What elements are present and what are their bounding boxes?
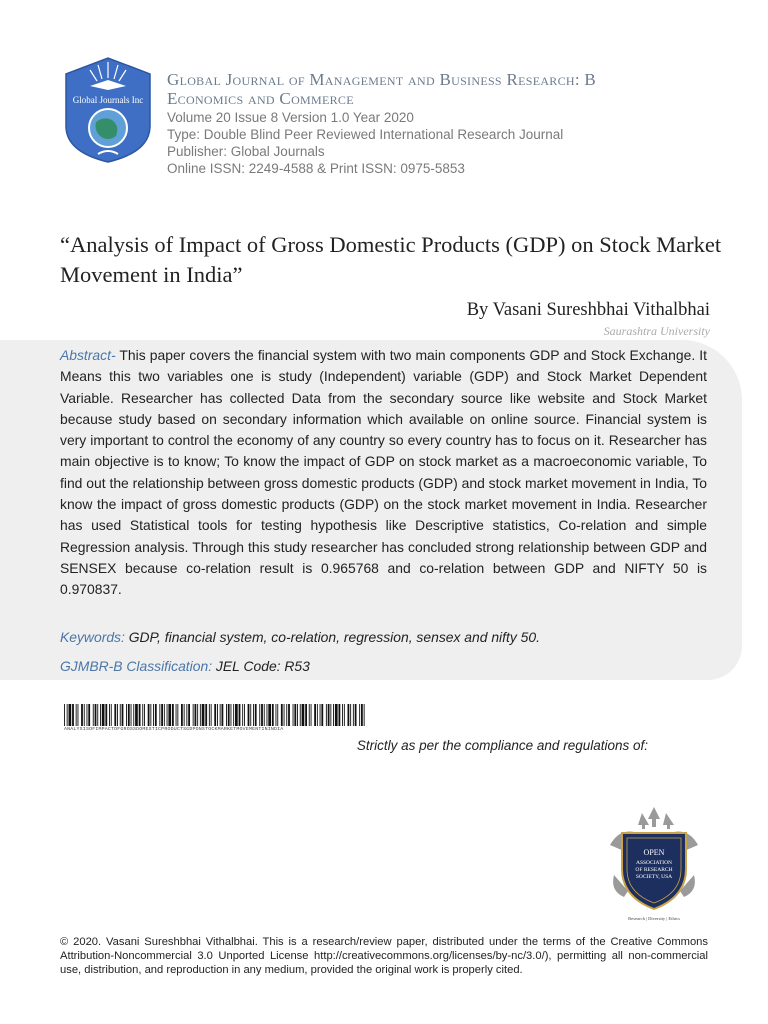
keywords [60, 627, 710, 647]
compliance-text: Strictly as per the compliance and regulations of: [356, 738, 648, 753]
keywords-label: Keywords: [60, 629, 125, 645]
journal-volume: Volume 20 Issue 8 Version 1.0 Year 2020 [167, 110, 414, 125]
logo-text: Global Journals Inc [72, 95, 144, 105]
copyright-notice: © 2020. Vasani Sureshbhai Vithalbhai. This is a research/review paper, distributed under the terms of the Creative Commons Attribution-Noncommercial 3.0 Unported License http://creativecommons.org/licenses/by-nc/3.0/), permitting all non-commercial use, distribution, and reproduction in any medium, provided the original work is properly cited. [60, 936, 708, 976]
journal-publisher: Publisher: Global Journals [167, 144, 325, 159]
author-affiliation: Saurashtra University [603, 324, 710, 338]
abstract-label: Abstract- [60, 347, 116, 363]
journal-title [167, 70, 747, 108]
research-society-crest [608, 805, 700, 923]
journal-title-line2: Economics and Commerce [167, 89, 354, 108]
crest-motto: Research | Diversity | Ethics [628, 916, 680, 921]
abstract [60, 345, 707, 601]
classification-value: JEL Code: R53 [212, 658, 310, 674]
abstract-text: This paper covers the financial system with two main components GDP and Stock Exchange. It Means this two variables one is study (Independent) variable (GDP) and Stock Market Dependent Variable. Researcher has collected Data from the secondary source like website and Stock Market because study based on secondary information which available on online source. Financial system is very important to control the economy of any country so every country has to focus on it. Researcher has main objective is to know; To know the impact of GDP on stock market as a macroeconomic variable, To find out the relationship between gross domestic products (GDP) and stock market movement in India, To know the impact of gross domestic products (GDP) on the stock market movement in India. Researcher has used Statistical tools for testing hypothesis like Descriptive statistics, Co-relation and simple Regression analysis. Through this study researcher has concluded strong relationship between GDP and SENSEX because co-relation result is 0.965768 and co-relation between GDP and NIFTY 50 is 0.970837. [60, 347, 707, 598]
barcode-text: ANALYSISOFIMPACTOFGROSSDOMESTICPRODUCTSGDPONSTOCKMARKETMOVEMENTININDIA [64, 727, 284, 732]
journal-type: Type: Double Blind Peer Reviewed International Research Journal [167, 127, 564, 142]
journal-logo [62, 56, 154, 164]
paper-title: “Analysis of Impact of Gross Domestic Products (GDP) on Stock Market Movement in India” [60, 232, 722, 287]
crest-line4: SOCIETY, USA [635, 874, 673, 880]
crest-line2: ASSOCIATION [635, 860, 673, 866]
paper-author: By Vasani Sureshbhai Vithalbhai [466, 300, 710, 320]
keywords-value: GDP, financial system, co-relation, regression, sensex and nifty 50. [124, 629, 540, 645]
crest-line3: OF RESEARCH [635, 867, 673, 873]
journal-title-line1: Global Journal of Management and Business Research: B [167, 70, 597, 89]
crest-line1: OPEN [643, 848, 665, 857]
journal-issn: Online ISSN: 2249-4588 & Print ISSN: 0975-5853 [167, 161, 465, 176]
classification-label: GJMBR-B Classification: [60, 658, 213, 674]
classification [60, 656, 710, 676]
barcode [64, 704, 366, 726]
